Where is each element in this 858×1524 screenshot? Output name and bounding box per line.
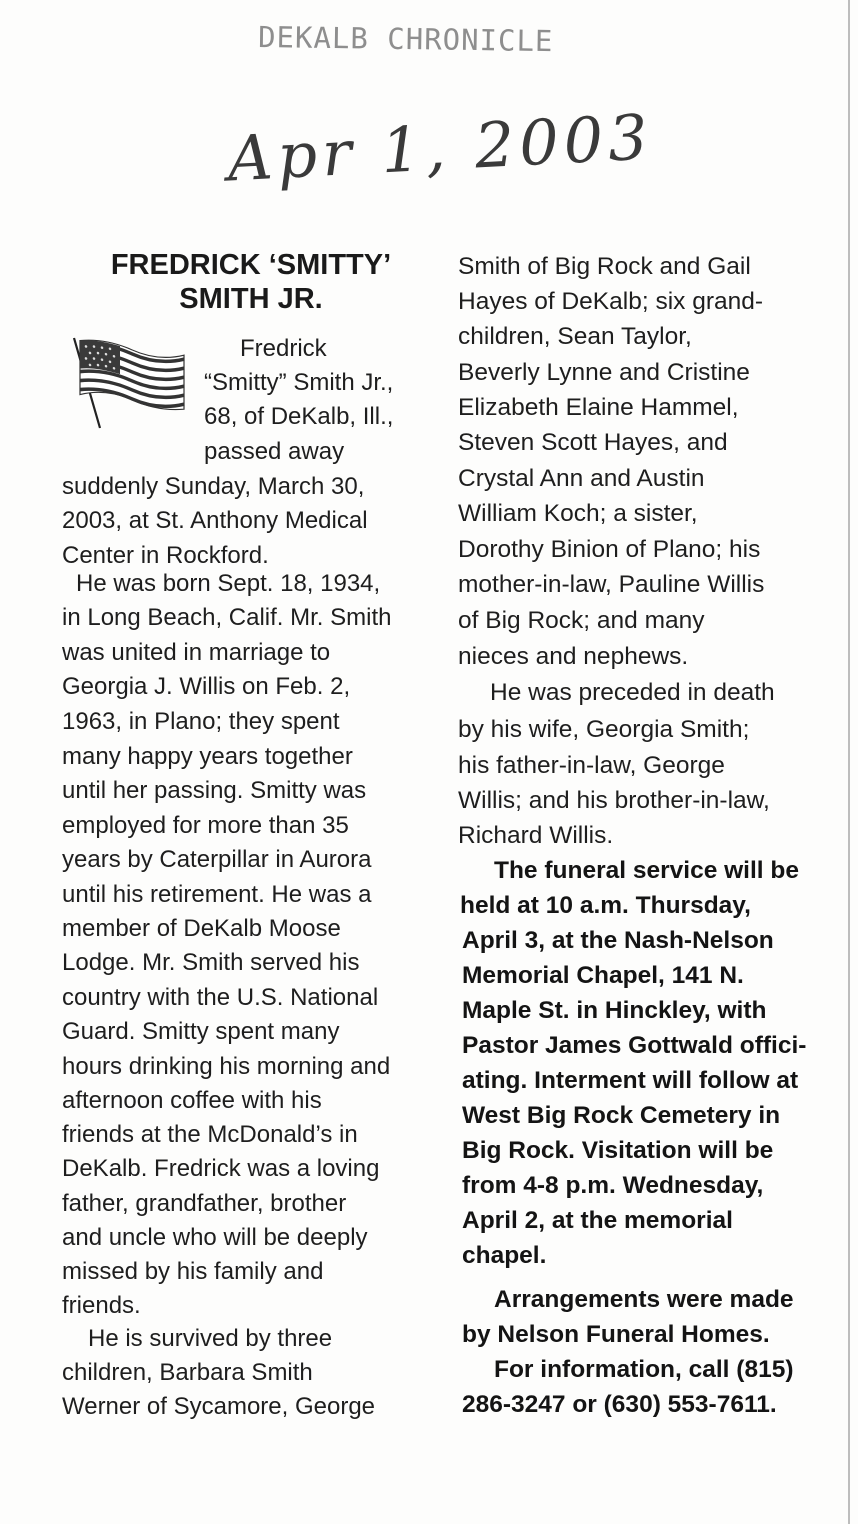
col1-line: 2003, at St. Anthony Medical — [62, 507, 368, 534]
col2-line: of Big Rock; and many — [458, 607, 705, 634]
col1-line: afternoon coffee with his — [62, 1087, 322, 1114]
col1-line: until his retirement. He was a — [62, 881, 372, 908]
col2-line: 286-3247 or (630) 553-7611. — [462, 1391, 777, 1418]
col1-line: suddenly Sunday, March 30, — [62, 473, 365, 500]
col1-line: hours drinking his morning and — [62, 1053, 391, 1080]
col2-line: chapel. — [462, 1242, 547, 1269]
col1-line: “Smitty” Smith Jr., — [204, 369, 394, 396]
col2-line: Crystal Ann and Austin — [458, 465, 705, 492]
col2-line: He was preceded in death — [490, 679, 775, 706]
headline-line-2: SMITH JR. — [179, 283, 323, 315]
col1-line: friends. — [62, 1292, 141, 1319]
col1-line: Fredrick — [240, 335, 327, 362]
american-flag-icon — [66, 330, 188, 430]
col2-line: Pastor James Gottwald offici- — [462, 1032, 807, 1059]
col1-line: member of DeKalb Moose — [62, 915, 341, 942]
col2-line: ating. Interment will follow at — [462, 1067, 799, 1094]
col1-line: DeKalb. Fredrick was a loving — [62, 1155, 380, 1182]
col2-line: April 2, at the memorial — [462, 1207, 733, 1234]
page-edge — [848, 0, 850, 1524]
col1-line: 68, of DeKalb, Ill., — [204, 403, 394, 430]
newspaper-stamp: DEKALB CHRONICLE — [257, 19, 554, 59]
col1-line: until her passing. Smitty was — [62, 777, 367, 804]
col2-line: Maple St. in Hinckley, with — [462, 997, 767, 1024]
col1-line: Lodge. Mr. Smith served his — [62, 949, 360, 976]
col2-line: Hayes of DeKalb; six grand- — [458, 288, 764, 315]
col1-line: in Long Beach, Calif. Mr. Smith — [62, 604, 392, 631]
col2-line: Willis; and his brother-in-law, — [458, 787, 770, 814]
col2-line: nieces and nephews. — [458, 643, 689, 670]
col2-line: For information, call (815) — [494, 1356, 794, 1383]
col2-line: Richard Willis. — [458, 822, 614, 849]
col2-line: William Koch; a sister, — [458, 500, 698, 527]
col1-line: country with the U.S. National — [62, 984, 379, 1011]
col1-line: Georgia J. Willis on Feb. 2, — [62, 673, 351, 700]
col1-line: friends at the McDonald’s in — [62, 1121, 358, 1148]
col1-line: 1963, in Plano; they spent — [62, 708, 340, 735]
obituary-headline — [66, 248, 436, 316]
col1-line: He is survived by three — [88, 1325, 333, 1352]
col1-line: and uncle who will be deeply — [62, 1224, 368, 1251]
col2-line: children, Sean Taylor, — [458, 323, 692, 350]
col2-line: Elizabeth Elaine Hammel, — [458, 394, 739, 421]
col2-line: Smith of Big Rock and Gail — [458, 253, 751, 280]
col1-line: Center in Rockford. — [62, 542, 269, 569]
col2-line: Beverly Lynne and Cristine — [458, 359, 750, 386]
col2-line: Memorial Chapel, 141 N. — [462, 962, 744, 989]
col1-line: passed away — [204, 438, 345, 465]
col2-line: The funeral service will be — [494, 857, 800, 884]
col2-line: by Nelson Funeral Homes. — [462, 1321, 770, 1348]
col2-line: held at 10 a.m. Thursday, — [460, 892, 751, 919]
col2-line: his father-in-law, George — [458, 752, 725, 779]
col2-line: Steven Scott Hayes, and — [458, 429, 728, 456]
col2-line: April 3, at the Nash-Nelson — [462, 927, 774, 954]
col2-line: Dorothy Binion of Plano; his — [458, 536, 761, 563]
col1-line: years by Caterpillar in Aurora — [62, 846, 372, 873]
col2-line: by his wife, Georgia Smith; — [458, 716, 750, 743]
col1-line: missed by his family and — [62, 1258, 324, 1285]
col1-line: employed for more than 35 — [62, 812, 349, 839]
col1-line: many happy years together — [62, 743, 353, 770]
col2-line: from 4-8 p.m. Wednesday, — [462, 1172, 764, 1199]
col1-line: Werner of Sycamore, George — [62, 1393, 376, 1420]
col2-line: Big Rock. Visitation will be — [462, 1137, 774, 1164]
col1-line: children, Barbara Smith — [62, 1359, 313, 1386]
headline-line-1: FREDRICK ‘SMITTY’ — [110, 249, 392, 281]
col2-line: West Big Rock Cemetery in — [462, 1102, 781, 1129]
col1-line: father, grandfather, brother — [62, 1190, 347, 1217]
col2-line: mother-in-law, Pauline Willis — [458, 571, 765, 598]
handwritten-date: Apr 1, 2003 — [225, 100, 655, 196]
col2-line: Arrangements were made — [494, 1286, 794, 1313]
col1-line: Guard. Smitty spent many — [62, 1018, 340, 1045]
col1-line: He was born Sept. 18, 1934, — [76, 570, 381, 597]
col1-line: was united in marriage to — [62, 639, 331, 666]
